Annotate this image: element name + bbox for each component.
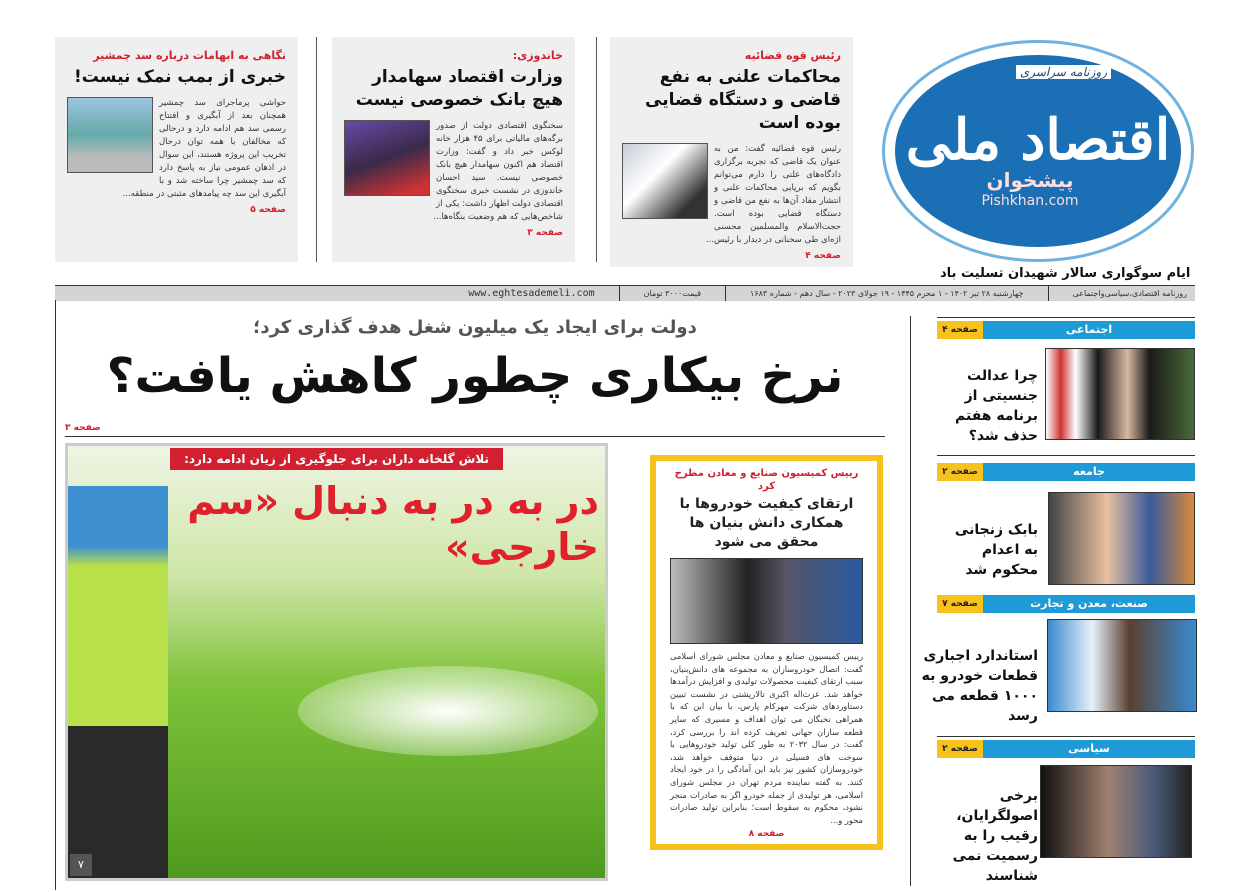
section-politics[interactable] — [937, 740, 1195, 758]
page-ref[interactable]: صفحه ۸ — [748, 829, 785, 840]
divider — [596, 37, 597, 262]
divider — [316, 37, 317, 262]
logo — [882, 40, 1194, 262]
top-story-chamshir-dam[interactable] — [55, 37, 298, 262]
page-ref[interactable]: صفحه ۳ — [527, 228, 563, 238]
page-ref[interactable]: صفحه ۴ — [937, 321, 983, 339]
mourning-notice: ایام سوگواری سالار شهیدان تسلیت باد — [940, 266, 1191, 281]
section-name: اجتماعی — [983, 321, 1195, 339]
section-industry[interactable] — [937, 595, 1195, 613]
page-ref[interactable]: صفحه ۲ — [937, 740, 983, 758]
story-photo — [1040, 765, 1192, 858]
story-kicker: رئیس قوه قضائیه — [744, 49, 841, 62]
logo-name: اقتصاد ملی — [905, 107, 1171, 173]
story-headline[interactable]: ارتقای کیفیت خودروها با همکاری دانش بنیان ها محقق می شود — [679, 496, 854, 550]
divider — [910, 316, 911, 886]
page-ref[interactable]: صفحه ۲ — [937, 463, 983, 481]
issue-date: چهارشنبه ۲۸ تیر ۱۴۰۲ - ۱ محرم ۱۴۴۵ - ۱۹ جولای ۲۰۲۳ - سال دهم - شماره ۱۶۸۳ — [750, 286, 1048, 301]
spray-mist — [298, 666, 598, 756]
story-photo — [67, 97, 153, 173]
lead-page-ref[interactable]: صفحه ۳ — [65, 423, 101, 433]
story-body: رئیس قوه قضائیه گفت: من به عنوان یک قاضی که تجربه برگزاری دادگاه‌های علنی را دارم می‌توانم بگویم که برپایی محاکمات علنی و انتشار مفاد آن‌ها به نفع من قاضی و دستگاه قضایی بوده است. حجت‌الاسلام والمسلمین محسنی اژه‌ای طی سخنانی در دیدار با رئیس... — [705, 144, 841, 245]
story-body: رییس کمیسیون صنایع و معادن مجلس شورای اسلامی گفت: اتصال خودروسازان به مجموعه های دانش‌بنیان، سبب ارتقای کیفیت محصولات تولیدی و افزایش درآمدها خواهد شد. عزت‌اله اکبری تالارپشتی در نشست تبیین دستاوردهای شرکت مهرکام پارس، با بیان این که با همراهی نخبگان می توان اهداف و مسیری که سایر قطعه سازان جهانی تعریف کرده اند را بررسی کرد، گفت: در سال ۲۰۳۲ به طور کلی تولید خودروهایی با سوخت های فسیلی در دنیا متوقف خواهد شد، خودروسازان کشور نیز باید این آمادگی را در خود ایجاد کنند. به گفته نماینده مردم تهران در مجلس شورای اسلامی، هر تولیدی از جمله خودرو اگر به صادرات منجر نشود، محکوم به سقوط است؛ بنابراین تولید صادرات محور و... — [670, 651, 863, 825]
section-name: صنعت، معدن و تجارت — [983, 595, 1195, 613]
photo-story[interactable] — [65, 443, 608, 881]
page-ref[interactable]: صفحه ۷ — [937, 595, 983, 613]
page-ref[interactable]: صفحه ۵ — [250, 205, 286, 215]
photo-page-ref[interactable]: ۷ — [70, 854, 92, 876]
top-story-judiciary[interactable] — [610, 37, 853, 267]
paper-type: روزنامه اقتصادی،سیاسی‌واجتماعی — [1072, 289, 1187, 298]
story-photo — [1047, 619, 1197, 712]
section-society[interactable] — [937, 463, 1195, 481]
section-name: سیاسی — [983, 740, 1195, 758]
photo-kicker: تلاش گلخانه داران برای جلوگیری از زیان ادامه دارد: — [170, 448, 503, 470]
website-link[interactable]: www.eghtesademeli.com — [468, 286, 619, 301]
divider — [937, 317, 1195, 318]
story-headline[interactable]: وزارت اقتصاد سهامدار هیچ بانک خصوصی نیست — [355, 67, 563, 110]
sidebar-headline[interactable]: چرا عدالت جنسیتی از برنامه هفتم حذف شد؟ — [955, 368, 1038, 444]
sidebar-headline[interactable]: برخی اصولگرایان، رقیب را به رسمیت نمی شناسند — [952, 788, 1038, 884]
story-headline[interactable]: محاکمات علنی به نفع قاضی و دستگاه قضایی بوده است — [645, 67, 841, 133]
logo-tagline: روزنامه سراسری — [1016, 65, 1111, 79]
watermark: پیشخوان Pishkhan.com — [981, 168, 1079, 209]
story-kicker: خاندوزی: — [512, 49, 563, 62]
story-headline[interactable]: خبری از بمب نمک نیست! — [74, 67, 286, 87]
divider — [937, 736, 1195, 737]
story-photo — [670, 558, 863, 644]
top-story-economy-ministry[interactable] — [332, 37, 575, 262]
page-ref[interactable]: صفحه ۴ — [805, 251, 841, 261]
frame-line — [55, 300, 56, 890]
photo-headline[interactable]: در به در به دنبال «سم خارجی» — [187, 479, 599, 569]
story-body: حواشی پرماجرای سد چمشیر همچنان بعد از آبگیری و افتتاح رسمی سد هم ادامه دارد و درحالی که مخالفان با همه توان درحال تخریب این پروژه هستند، این سوال در اذهان عمومی نیاز به پاسخ دارد که سد چمشیر چرا ساخته شد و با آبگیری این سد چه پیامدهای مثبتی در منطقه... — [122, 98, 286, 199]
section-social[interactable] — [937, 321, 1195, 339]
divider — [65, 436, 885, 437]
story-photo — [1045, 348, 1195, 440]
info-bar — [55, 285, 1195, 301]
story-photo — [344, 120, 430, 196]
story-photo — [622, 143, 708, 219]
story-kicker: رییس کمیسیون صنایع و معادن مطرح کرد — [674, 468, 859, 492]
lead-headline[interactable]: نرخ بیکاری چطور کاهش یافت؟ — [106, 348, 844, 404]
divider — [937, 455, 1195, 456]
price: قیمت۳۰۰۰ تومان — [644, 286, 726, 301]
sidebar-headline[interactable]: استاندارد اجباری قطعات خودرو به ۱۰۰۰ قطعه می رسد — [921, 648, 1038, 724]
story-kicker: نگاهی به ابهامات درباره سد چمشیر — [93, 49, 286, 62]
lead-kicker: دولت برای ایجاد یک میلیون شغل هدف گذاری کرد؛ — [253, 317, 697, 338]
story-body: سخنگوی اقتصادی دولت از صدور برگه‌های مالیاتی برای ۴۵ هزار خانه لوکس خبر داد و گفت: وزارت اقتصاد هم اکنون سهامدار هیچ بانک خصوصی نیست. سید احسان خاندوزی در نشست خبری سخنگوی اقتصادی دولت اظهار داشت: یکی از شاخص‌هایی که هم وضعیت بنگاه‌ها... — [433, 121, 563, 222]
section-name: جامعه — [983, 463, 1195, 481]
story-photo — [1048, 492, 1195, 585]
sidebar-headline[interactable]: بابک زنجانی به اعدام محکوم شد — [954, 522, 1038, 578]
boxed-story[interactable] — [650, 455, 883, 850]
